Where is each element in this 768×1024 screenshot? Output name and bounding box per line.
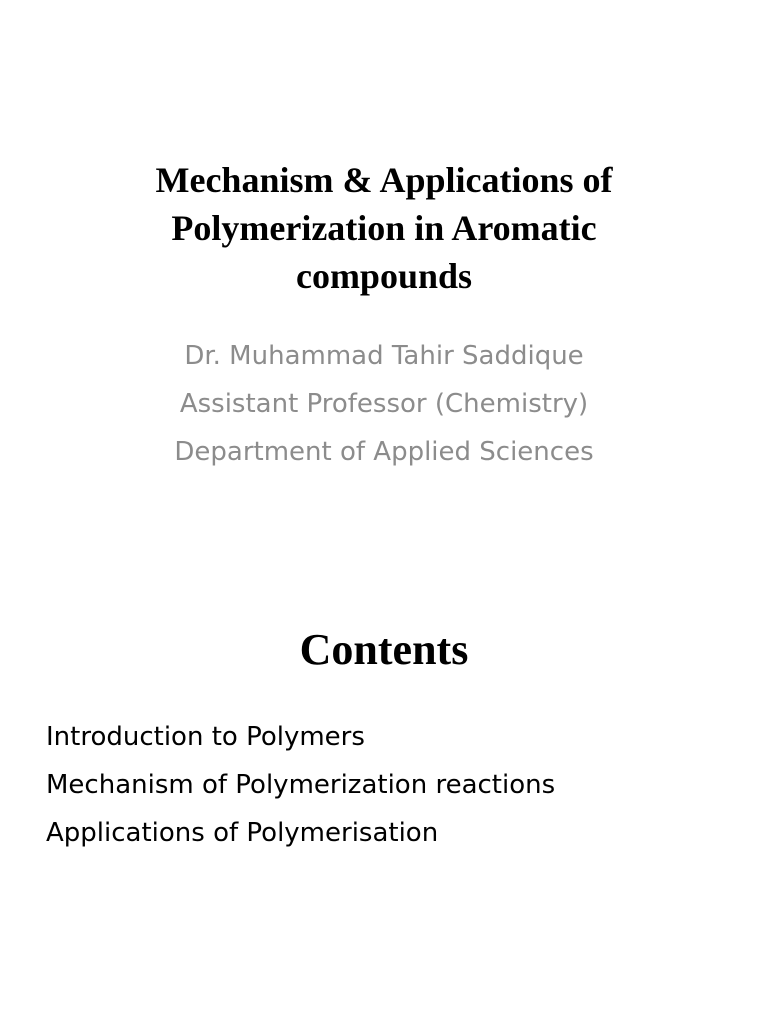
presentation-title <box>60 156 708 300</box>
contents-heading: Contents <box>299 625 469 674</box>
title-line: Polymerization in Aromatic <box>171 208 597 248</box>
contents-slide <box>0 512 768 1024</box>
contents-item: Mechanism of Polymerization reactions <box>46 770 556 800</box>
author-name: Dr. Muhammad Tahir Saddique <box>184 341 584 371</box>
author-position: Assistant Professor (Chemistry) <box>179 389 589 419</box>
contents-item: Applications of Polymerisation <box>46 818 439 848</box>
contents-item: Introduction to Polymers <box>46 722 365 752</box>
author-block <box>40 332 728 476</box>
title-line: compounds <box>295 256 473 296</box>
title-line: Mechanism & Applications of <box>155 160 613 200</box>
contents-list <box>46 713 555 857</box>
author-department: Department of Applied Sciences <box>174 437 594 467</box>
